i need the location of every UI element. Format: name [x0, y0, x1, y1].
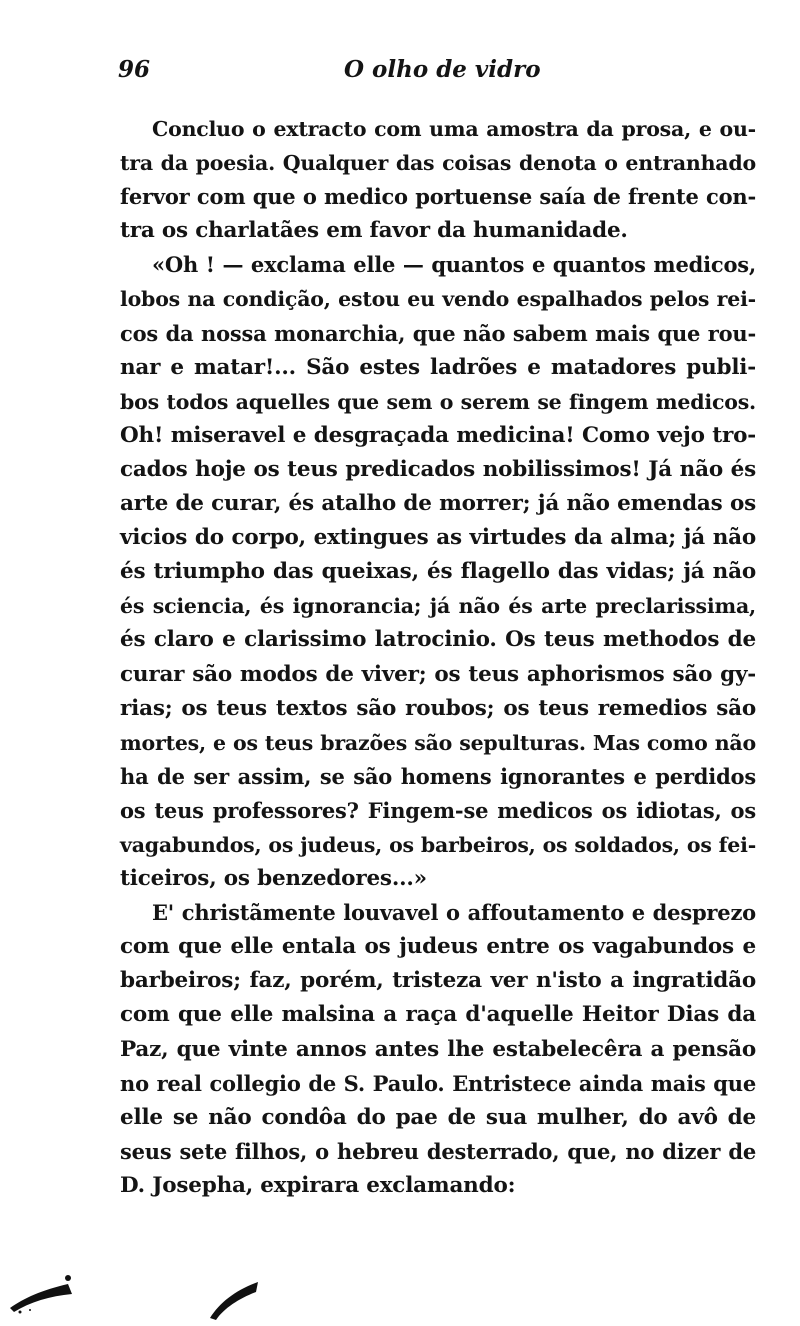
- text-line: bos todos aquelles que sem o serem se fingem medicos.: [120, 389, 756, 414]
- text-line: ha de ser assim, se são homens ignorantes e perdidos: [120, 763, 756, 789]
- text-line: com que elle malsina a raça d'aquelle Heitor Dias da: [120, 1002, 756, 1028]
- running-title: O olho de vidro: [344, 56, 541, 83]
- text-line: D. Josepha, expirara exclamando:: [120, 1172, 516, 1198]
- text-line: és triumpho das queixas, és flagello das vidas; já não: [120, 559, 756, 585]
- text-line: mortes, e os teus brazões são sepulturas. Mas como não: [120, 730, 756, 755]
- text-line: no real collegio de S. Paulo. Entristece ainda mais que: [120, 1070, 756, 1096]
- text-line: elle se não condôa do pae de sua mulher, do avô de: [120, 1104, 756, 1130]
- text-line: és claro e clarissimo latrocinio. Os teus methodos de: [120, 627, 756, 653]
- text-line: seus sete filhos, o hebreu desterrado, que, no dizer de: [120, 1138, 756, 1164]
- text-line: vagabundos, os judeus, os barbeiros, os soldados, os fei-: [120, 832, 756, 857]
- body-text: [120, 112, 756, 1203]
- text-line: Paz, que vinte annos antes lhe estabelecêra a pensão: [120, 1036, 756, 1062]
- text-line: ticeiros, os benzedores...»: [120, 866, 427, 892]
- text-line: és sciencia, és ignorancia; já não és arte preclarissima,: [120, 594, 756, 619]
- ink-smudge-mark: [6, 1268, 78, 1314]
- text-line: barbeiros; faz, porém, tristeza ver n'isto a ingratidão: [120, 968, 756, 994]
- text-line: tra os charlatães em favor da humanidade.: [120, 218, 628, 244]
- page-number: 96: [118, 56, 151, 83]
- text-line: curar são modos de viver; os teus aphorismos são gy-: [120, 661, 756, 687]
- text-line: fervor com que o medico portuense saía de frente con-: [120, 184, 756, 210]
- text-line: os teus professores? Fingem-se medicos os idiotas, os: [120, 797, 756, 823]
- text-line: arte de curar, és atalho de morrer; já não emendas os: [120, 491, 756, 517]
- text-line: tra da poesia. Qualquer das coisas denota o entranhado: [120, 151, 756, 176]
- text-line: cos da nossa monarchia, que não sabem mais que rou-: [120, 320, 756, 346]
- text-line: lobos na condição, estou eu vendo espalhados pelos rei-: [120, 287, 756, 312]
- text-line: rias; os teus textos são roubos; os teus remedios são: [120, 695, 756, 721]
- ink-smudge-mark: [206, 1278, 262, 1322]
- text-line: E' christãmente louvavel o affoutamento e desprezo: [152, 900, 756, 926]
- text-line: Concluo o extracto com uma amostra da prosa, e ou-: [152, 117, 756, 141]
- text-line: cados hoje os teus predicados nobilissimos! Já não és: [120, 456, 756, 482]
- text-line: Oh! miseravel e desgraçada medicina! Como vejo tro-: [120, 422, 756, 448]
- text-line: nar e matar!... São estes ladrões e matadores publi-: [120, 354, 756, 380]
- text-line: com que elle entala os judeus entre os vagabundos e: [120, 934, 756, 960]
- text-line: «Oh ! — exclama elle — quantos e quantos medicos,: [152, 252, 756, 278]
- running-head: [118, 56, 758, 90]
- text-line: vicios do corpo, extingues as virtudes da alma; já não: [120, 525, 756, 551]
